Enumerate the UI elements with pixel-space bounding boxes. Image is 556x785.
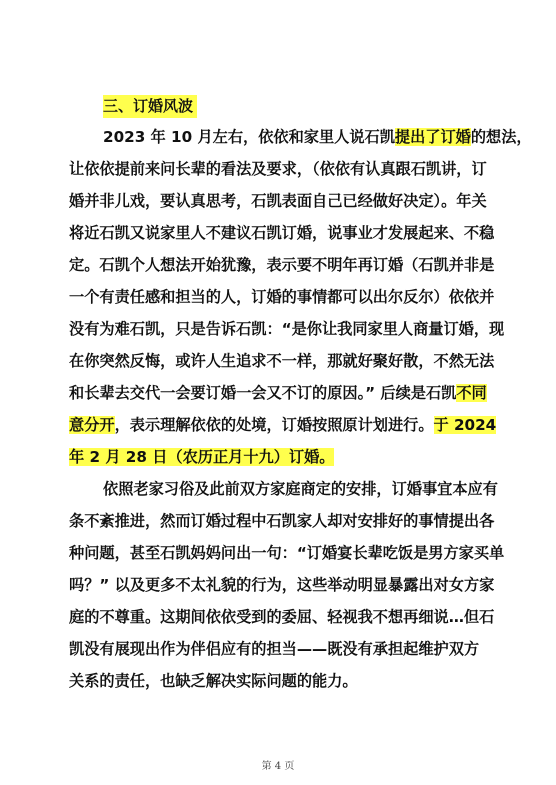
- paragraph-line: 种问题，甚至石凯妈妈问出一句：“订婚宴长辈吃饭是男方家买单: [69, 544, 505, 562]
- highlighted-text: 意分开: [69, 416, 115, 434]
- text-run: 的想法，: [470, 128, 532, 146]
- paragraph-line: 关系的责任，也缺乏解决实际问题的能力。: [69, 672, 358, 690]
- paragraph-line: [69, 412, 496, 438]
- highlighted-text: 年 2 月 28 日（农历正月十九）订婚。: [69, 448, 335, 466]
- paragraph-line: 将近石凯又说家里人不建议石凯订婚，说事业才发展起来、不稳: [69, 224, 495, 242]
- paragraph-line: 依照老家习俗及此前双方家庭商定的安排，订婚事宜本应有: [103, 480, 498, 498]
- paragraph-line: [103, 124, 532, 150]
- paragraph-line: [69, 444, 334, 470]
- highlighted-text: 提出了订婚: [394, 128, 471, 146]
- text-run: ，表示理解依依的处境，订婚按照原计划进行。: [114, 416, 434, 434]
- paragraph-line: 让依依提前来问长辈的看法及要求，（依依有认真跟石凯讲，订: [69, 160, 487, 178]
- text-run: 和长辈去交代一会要订婚一会又不订的原因。” 后续是石凯: [69, 384, 457, 402]
- highlighted-text: 不同: [456, 384, 487, 402]
- text-run: 2023 年 10 月左右，依依和家里人说石凯: [103, 128, 395, 146]
- page-number: 第 4 页: [261, 761, 295, 772]
- paragraph-line: 在你突然反悔，或许人生追求不一样，那就好聚好散，不然无法: [69, 352, 495, 370]
- paragraph-line: [69, 380, 487, 406]
- paragraph-line: 婚并非儿戏，要认真思考，石凯表面自己已经做好决定）。年关: [69, 192, 487, 210]
- highlighted-text: 于 2024: [433, 416, 497, 434]
- paragraph-line: 条不紊推进，然而订婚过程中石凯家人却对安排好的事情提出各: [69, 512, 495, 530]
- paragraph-line: 吗？” 以及更多不太礼貌的行为，这些举动明显暴露出对女方家: [69, 576, 495, 594]
- paragraph-line: 一个有责任感和担当的人，订婚的事情都可以出尔反尔）依依并: [69, 288, 495, 306]
- paragraph-line: 没有为难石凯，只是告诉石凯：“是你让我同家里人商量订婚，现: [69, 320, 505, 338]
- paragraph-line: 定。石凯个人想法开始犹豫，表示要不明年再订婚（石凯并非是: [69, 256, 495, 274]
- paragraph-line: 庭的不尊重。这期间依依受到的委屈、轻视我不想再细说…但石: [69, 608, 495, 626]
- section-heading: 三、订婚风波: [103, 95, 197, 118]
- paragraph-line: 凯没有展现出作为伴侣应有的担当——既没有承担起维护双方: [69, 640, 480, 658]
